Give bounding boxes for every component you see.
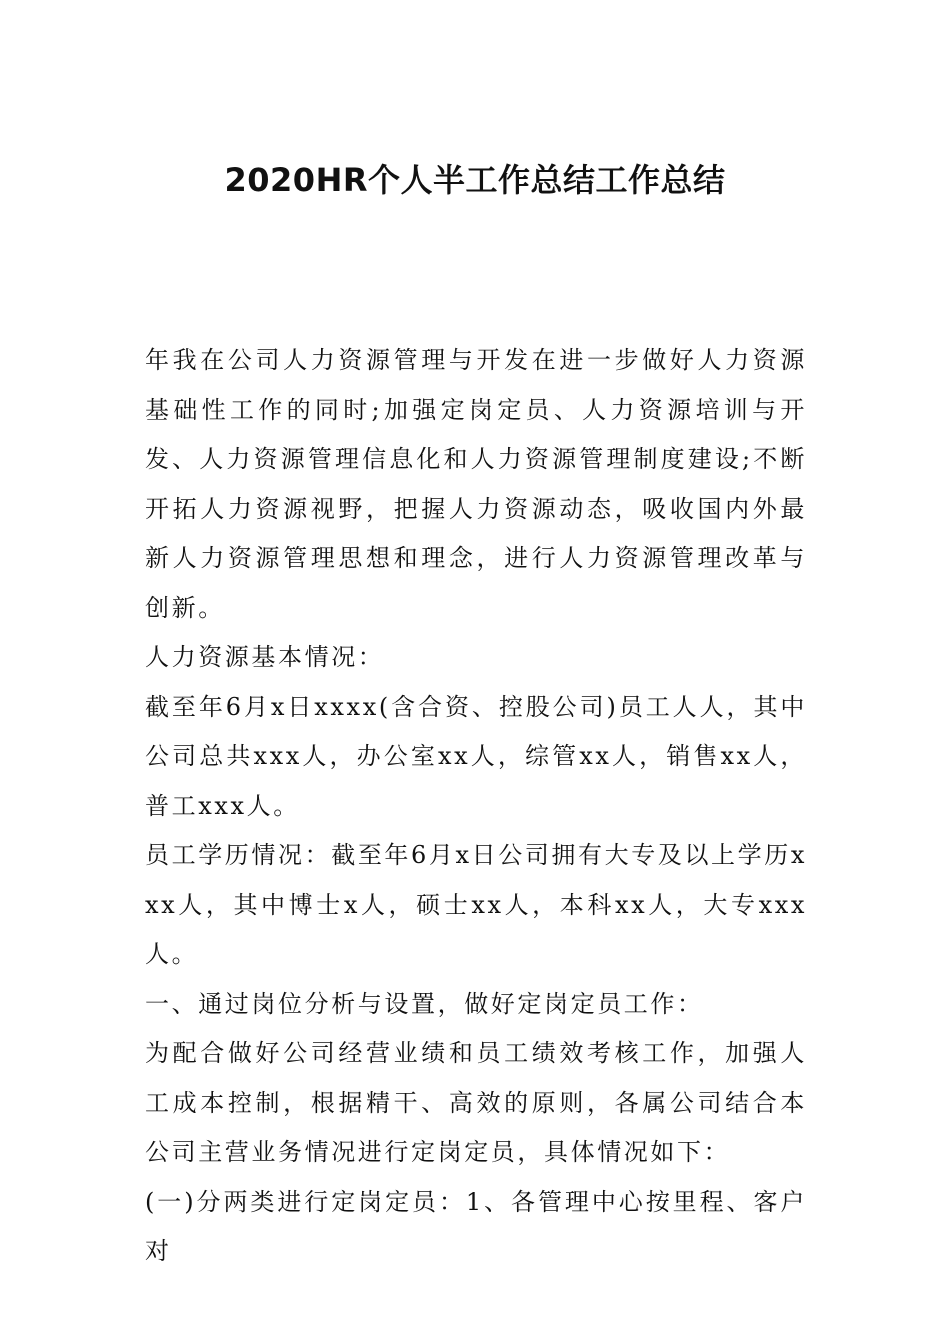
paragraph-intro: 年我在公司人力资源管理与开发在进一步做好人力资源基础性工作的同时;加强定岗定员、人力资源培训与开发、人力资源管理信息化和人力资源管理制度建设;不断开拓人力资源视野，把握人力资源动态，吸收国内外最新人力资源管理思想和理念，进行人力资源管理改革与创新。 bbox=[145, 346, 807, 622]
paragraph-staff-count: 截至年6月x日xxxx(含合资、控股公司)员工人人，其中公司总共xxx人，办公室xx人，综管xx人，销售xx人，普工xxx人。 bbox=[145, 692, 807, 820]
paragraph-section-one-heading: 一、通过岗位分析与设置，做好定岗定员工作： bbox=[145, 989, 704, 1018]
document-body bbox=[145, 336, 807, 1277]
document-title: 2020HR个人半工作总结工作总结 bbox=[224, 161, 726, 199]
paragraph-education: 员工学历情况：截至年6月x日公司拥有大专及以上学历xxx人，其中博士x人，硕士xx人，本科xx人，大专xxx人。 bbox=[145, 841, 807, 968]
paragraph-subsection-one: (一)分两类进行定岗定员：1、各管理中心按里程、客户对 bbox=[145, 1187, 807, 1265]
paragraph-section-one-body: 为配合做好公司经营业绩和员工绩效考核工作，加强人工成本控制，根据精干、高效的原则，各属公司结合本公司主营业务情况进行定岗定员，具体情况如下： bbox=[145, 1039, 807, 1166]
paragraph-hr-basic-heading: 人力资源基本情况： bbox=[145, 643, 385, 671]
